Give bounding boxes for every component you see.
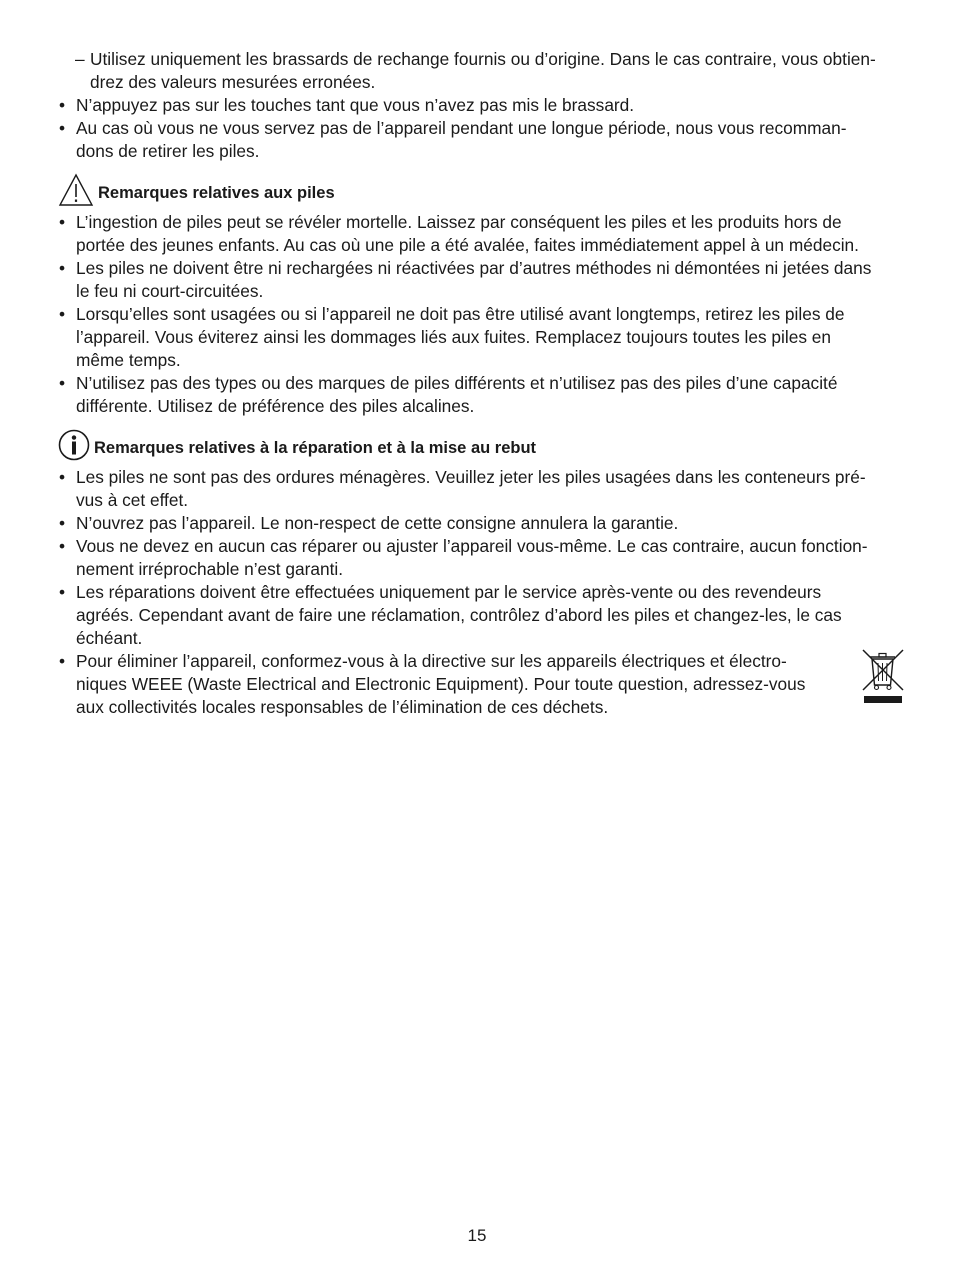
- text-line: niques WEEE (Waste Electrical and Electronic Equipment). Pour toute question, adressez-vous: [76, 674, 806, 694]
- crossed-out-bin-icon: [861, 648, 905, 712]
- list-item: [58, 94, 908, 117]
- bullet-marker: •: [59, 118, 66, 138]
- info-circle-icon: [58, 429, 90, 467]
- text-line: Au cas où vous ne vous servez pas de l’appareil pendant une longue période, nous vous recomman-: [76, 118, 847, 138]
- list-item: [58, 257, 908, 303]
- list-item: [58, 581, 908, 650]
- bullet-marker: •: [59, 513, 66, 533]
- bullet-marker: •: [59, 95, 66, 115]
- list-item: [58, 512, 908, 535]
- list-item: [58, 48, 908, 94]
- batteries-heading: [58, 173, 335, 213]
- text-line: le feu ni court-circuitées.: [76, 281, 264, 301]
- text-line: agréés. Cependant avant de faire une réclamation, contrôlez d’abord les piles et changez-les, le cas: [76, 605, 842, 625]
- list-item: [58, 211, 908, 257]
- text-line: l’appareil. Vous éviterez ainsi les dommages liés aux fuites. Remplacez toujours toutes les piles en: [76, 327, 831, 347]
- list-item: [58, 303, 908, 372]
- text-line: portée des jeunes enfants. Au cas où une pile a été avalée, faites immédiatement appel à un médecin.: [76, 235, 859, 255]
- bullet-marker: •: [59, 258, 66, 278]
- bullet-marker: •: [59, 582, 66, 602]
- bullet-marker: •: [59, 467, 66, 487]
- bullet-marker: •: [59, 536, 66, 556]
- list-item: [58, 535, 908, 581]
- text-line: N’appuyez pas sur les touches tant que vous n’avez pas mis le brassard.: [76, 95, 635, 115]
- text-line: Les piles ne doivent être ni rechargées ni réactivées par d’autres méthodes ni démontées ni jetées dans: [76, 258, 872, 278]
- repair-list: [58, 466, 908, 719]
- text-line: dons de retirer les piles.: [76, 141, 260, 161]
- list-item: [58, 117, 908, 163]
- text-line: Vous ne devez en aucun cas réparer ou ajuster l’appareil vous-même. Le cas contraire, aucun fonction-: [76, 536, 868, 556]
- list-item: [58, 372, 908, 418]
- text-line: L’ingestion de piles peut se révéler mortelle. Laissez par conséquent les piles et les produits hors de: [76, 212, 842, 232]
- text-line: Lorsqu’elles sont usagées ou si l’appareil ne doit pas être utilisé avant longtemps, retirez les piles de: [76, 304, 845, 324]
- section-title: Remarques relatives à la réparation et à la mise au rebut: [94, 439, 537, 457]
- dash-marker: –: [75, 49, 85, 69]
- text-line: Pour éliminer l’appareil, conformez-vous à la directive sur les appareils électriques et électro-: [76, 651, 787, 671]
- text-line: nement irréprochable n’est garanti.: [76, 559, 344, 579]
- repair-heading: [58, 429, 536, 467]
- text-line: vus à cet effet.: [76, 490, 189, 510]
- text-line: Les piles ne sont pas des ordures ménagères. Veuillez jeter les piles usagées dans les conteneurs pré-: [76, 467, 866, 487]
- bullet-marker: •: [59, 373, 66, 393]
- text-line: même temps.: [76, 350, 181, 370]
- bullet-marker: •: [59, 651, 66, 671]
- text-line: Utilisez uniquement les brassards de rechange fournis ou d’origine. Dans le cas contraire, vous obtien-: [90, 49, 876, 69]
- list-item: [58, 466, 908, 512]
- text-line: drez des valeurs mesurées erronées.: [90, 72, 376, 92]
- warning-triangle-icon: [58, 173, 94, 213]
- batteries-list: [58, 211, 908, 418]
- text-line: Les réparations doivent être effectuées uniquement par le service après-vente ou des revendeurs: [76, 582, 822, 602]
- list-item: [58, 650, 908, 719]
- section-title: Remarques relatives aux piles: [98, 184, 335, 202]
- text-line: N’utilisez pas des types ou des marques de piles différents et n’utilisez pas des piles d’une capacité: [76, 373, 838, 393]
- text-line: différente. Utilisez de préférence des piles alcalines.: [76, 396, 475, 416]
- text-line: N’ouvrez pas l’appareil. Le non-respect de cette consigne annulera la garantie.: [76, 513, 679, 533]
- bullet-marker: •: [59, 304, 66, 324]
- bullet-marker: •: [59, 212, 66, 232]
- page-number: 15: [467, 1226, 487, 1245]
- text-line: aux collectivités locales responsables de l’élimination de ces déchets.: [76, 697, 609, 717]
- text-line: échéant.: [76, 628, 143, 648]
- intro-section: [58, 48, 908, 163]
